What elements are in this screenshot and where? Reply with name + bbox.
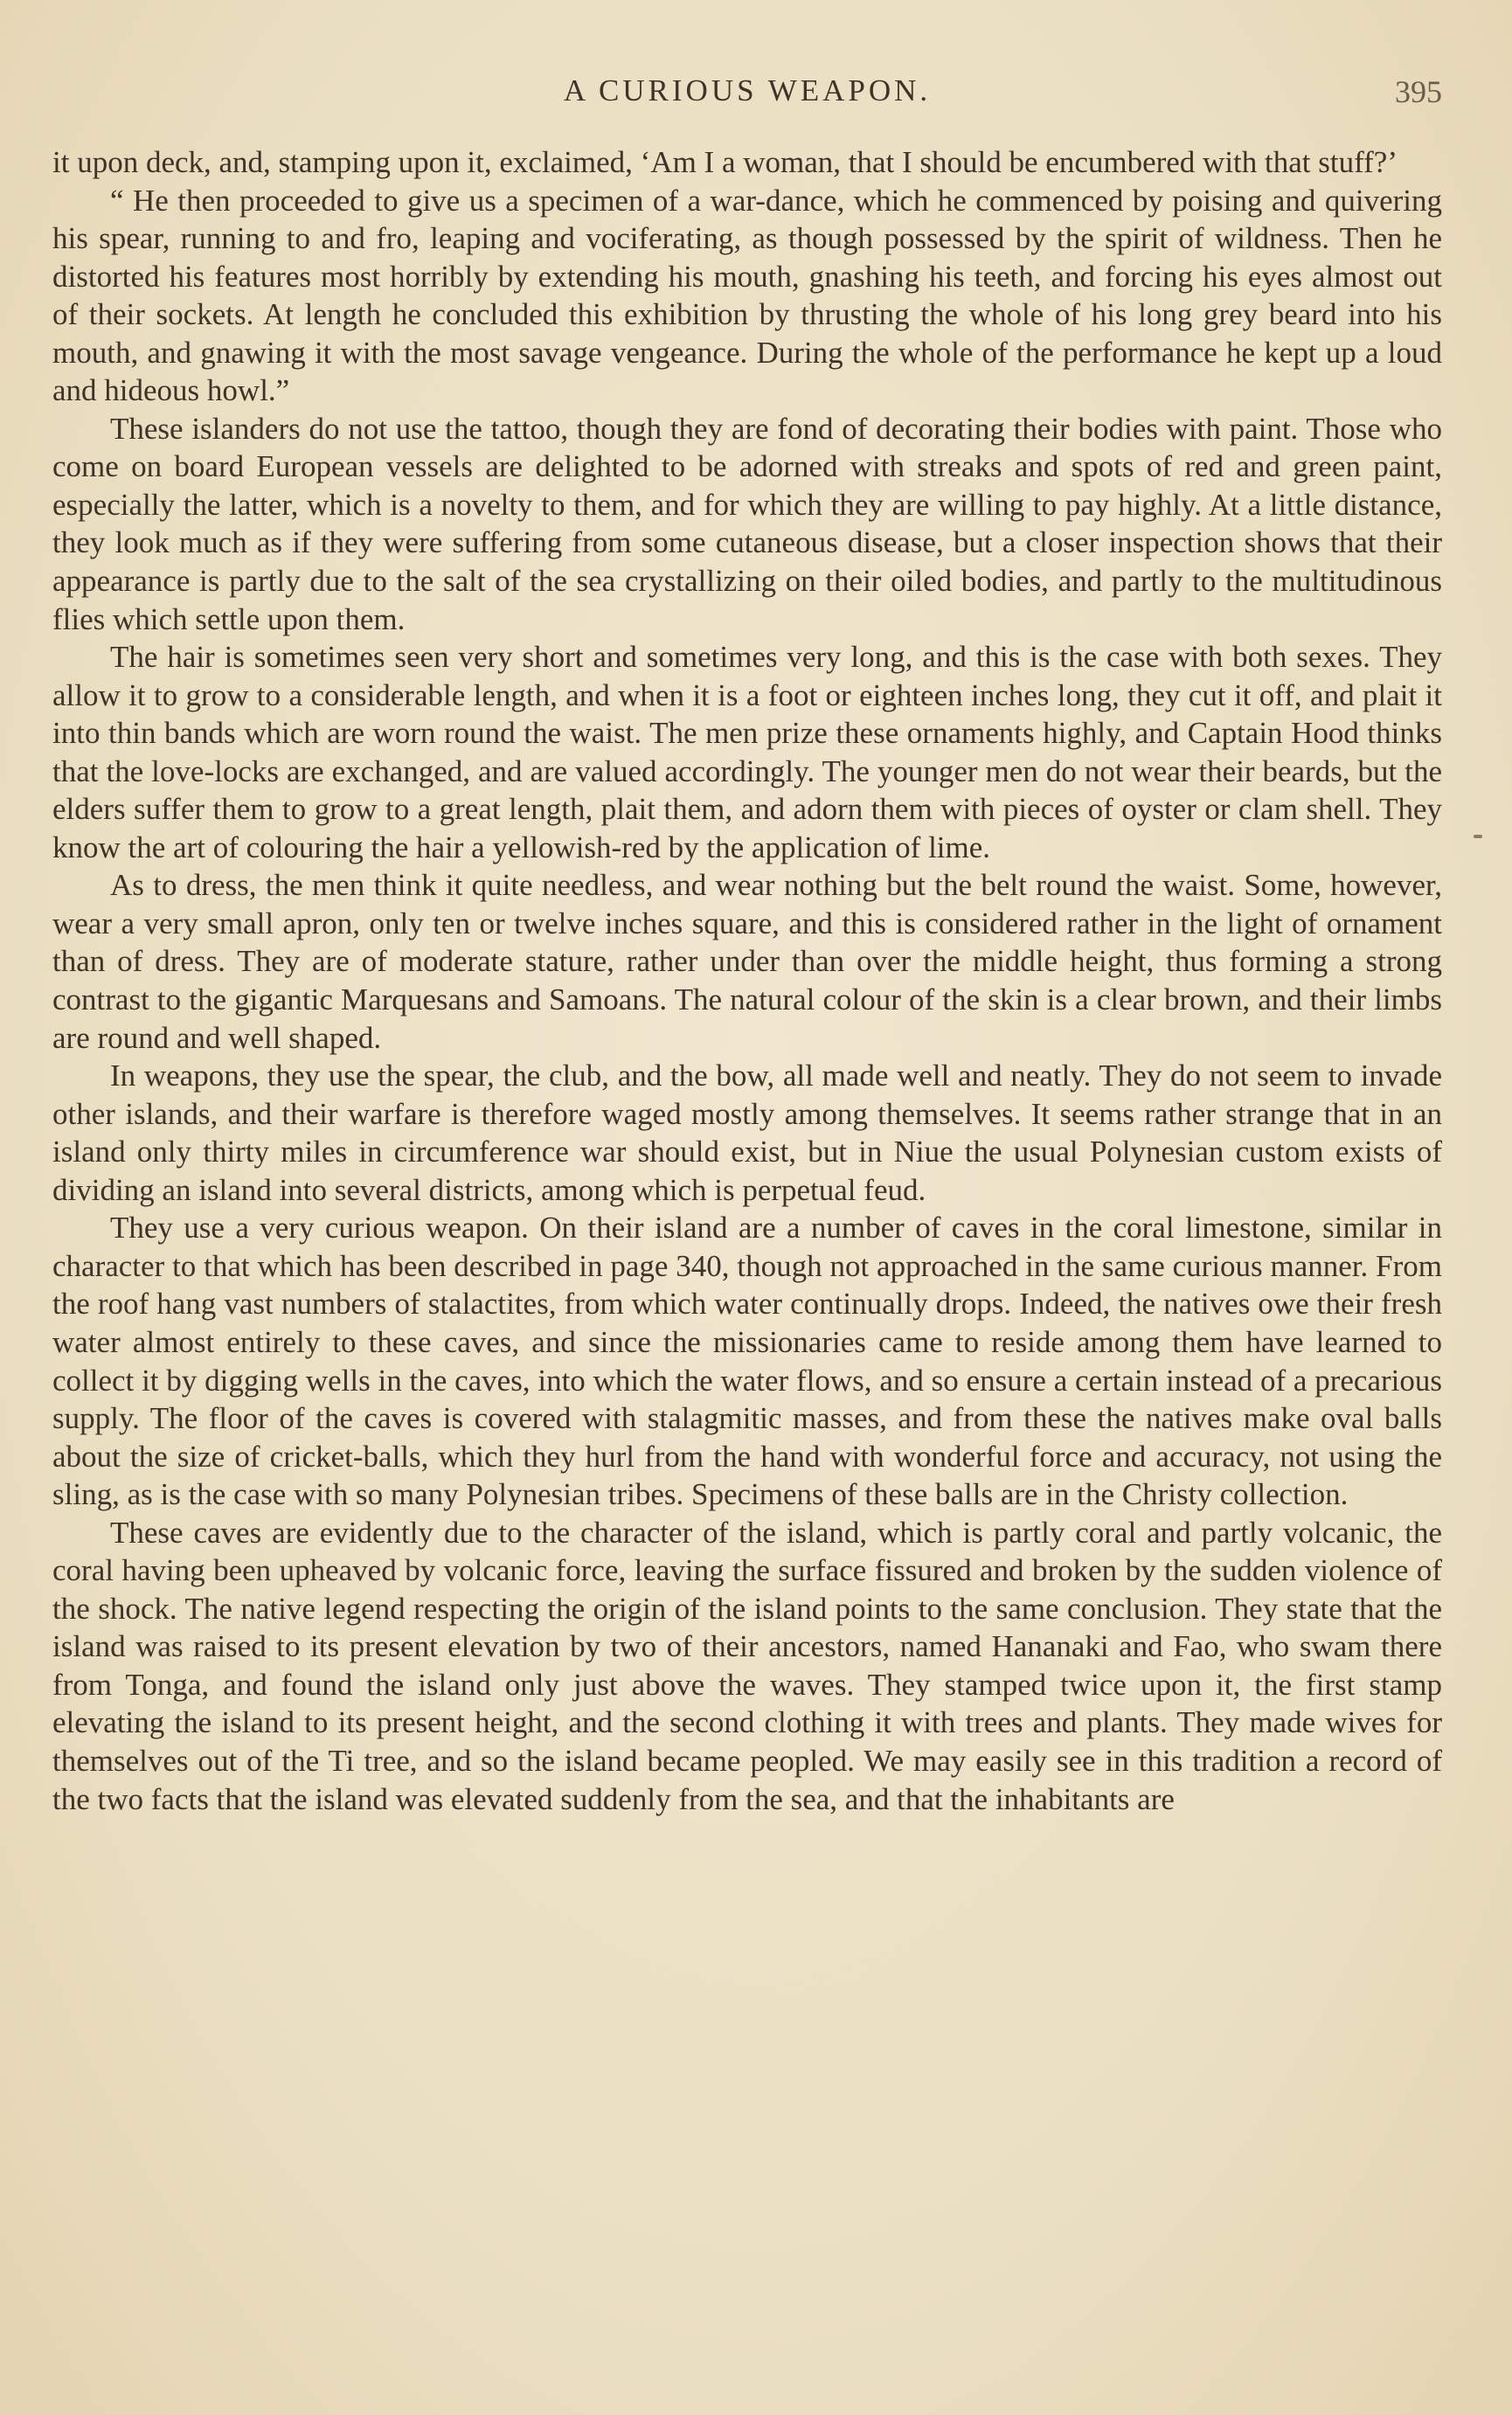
paragraph-caves: These caves are evidently due to the character of the island, which is partly coral and partly volcanic, the coral having been upheaved by volcanic force, leaving the surface fissured and broken by the sudden violence of the shock. The native legend respecting the origin of the island points to the same conclusion. They state that the island was raised to its present elevation by two of their ancestors, named Hananaki and Fao, who swam there from Tonga, and found the island only just above the waves. They stamped twice upon it, the first stamp elevating the island to its present height, and the second clothing it with trees and plants. They made wives for themselves out of the Ti tree, and so the island became peopled. We may easily see in this tradition a record of the two facts that the island was elevated suddenly from the sea, and that the inhabitants are <box>52 1515 1442 1816</box>
paragraph-hair: The hair is sometimes seen very short and sometimes very long, and this is the case with both sexes. They allow it to grow to a considerable length, and when it is a foot or eighteen inches long, they cut it off, and plait it into thin bands which are worn round the waist. The men prize these ornaments highly, and Captain Hood thinks that the love-locks are exchanged, and are valued accordingly. The younger men do not wear their beards, but the elders suffer them to grow to a great length, plait them, and adorn them with pieces of oyster or clam shell. They know the art of colouring the hair a yellowish-red by the application of lime. <box>52 640 1442 864</box>
margin-mark <box>1474 835 1482 838</box>
running-head <box>52 70 1442 122</box>
paragraph-war-dance: “ He then proceeded to give us a specimen of a war-dance, which he commenced by poising and quivering his spear, running to and fro, leaping and vociferating, as though possessed by the spirit of wildness. Then he distorted his features most horribly by extending his mouth, gnashing his teeth, and forcing his eyes almost out of their sockets. At length he concluded this exhibition by thrusting the whole of his long grey beard into his mouth, and gnawing it with the most savage vengeance. During the whole of the performance he kept up a loud and hideous howl.” <box>52 183 1442 408</box>
page-number: 395 <box>1395 74 1442 109</box>
body-text <box>52 143 1442 1818</box>
paragraph-paint: These islanders do not use the tattoo, though they are fond of decorating their bodies with paint. Those who come on board European vessels are delighted to be adorned with streaks and spots of red and green paint, especially the latter, which is a novelty to them, and for which they are willing to pay highly. At a little distance, they look much as if they were suffering from some cutaneous disease, but a closer inspection shows that their appearance is partly due to the salt of the sea crystallizing on their oiled bodies, and partly to the multitudinous flies which settle upon them. <box>52 411 1442 636</box>
paragraph-weapons: In weapons, they use the spear, the club, and the bow, all made well and neatly. They do not seem to invade other islands, and their warfare is therefore waged mostly among themselves. It seems rather strange that in an island only thirty miles in circumference war should exist, but in Niue the usual Polynesian custom exists of dividing an island into several districts, among which is perpetual feud. <box>52 1058 1442 1207</box>
paragraph-continued: it upon deck, and, stamping upon it, exclaimed, ‘Am I a woman, that I should be encumbered with that stuff?’ <box>52 145 1398 179</box>
paragraph-dress: As to dress, the men think it quite needless, and wear nothing but the belt round the waist. Some, however, wear a very small apron, only ten or twelve inches square, and this is considered rather in the light of ornament than of dress. They are of moderate stature, rather under than over the middle height, thus forming a strong contrast to the gigantic Marquesans and Samoans. The natural colour of the skin is a clear brown, and their limbs are round and well shaped. <box>52 868 1442 1055</box>
running-title: A CURIOUS WEAPON. <box>563 73 932 108</box>
paragraph-curious-weapon: They use a very curious weapon. On their island are a number of caves in the coral limestone, similar in character to that which has been described in page 340, though not approached in the same curious manner. From the roof hang vast numbers of stalactites, from which water continually drops. Indeed, the natives owe their fresh water almost entirely to these caves, and since the missionaries came to reside among them have learned to collect it by digging wells in the caves, into which the water flows, and so ensure a certain instead of a precarious supply. The floor of the caves is covered with stalagmitic masses, and from these the natives make oval balls about the size of cricket-balls, which they hurl from the hand with wonderful force and accuracy, not using the sling, as is the case with so many Polynesian tribes. Specimens of these balls are in the Christy collection. <box>52 1211 1442 1512</box>
